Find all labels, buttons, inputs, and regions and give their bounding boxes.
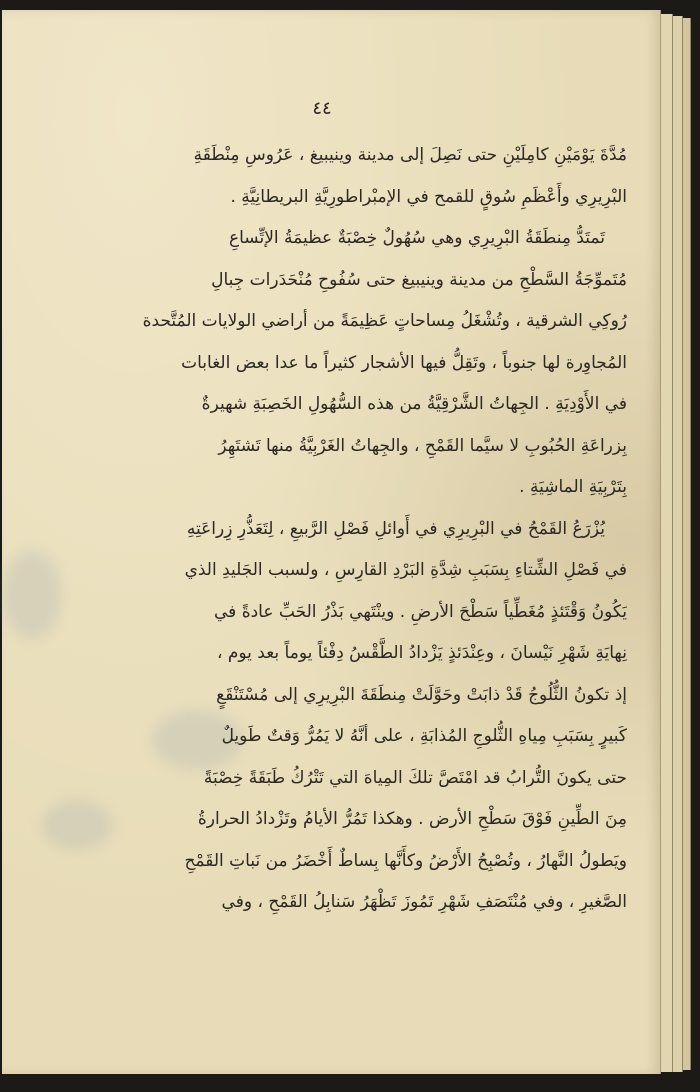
- text-line: نِهايَةِ شَهْرِ نَيْسانَ ، وعِنْدَئذٍ يَزْدادُ الطَّقْسُ دِفْئاً يوماً بعد يوم ،: [216, 643, 627, 663]
- text-line: ويَطولُ النَّهارُ ، وتُصْبِحُ الأَرْضُ وكأَنَّها بِساطٌ أَخْضَرُ من نَباتِ القَمْحِ: [184, 850, 627, 871]
- text-line: بِزراعَةِ الحُبُوبِ لا سيَّما القَمْحِ ، والجِهاتُ الغَرْبِيَّةُ منها تَشتَهِرُ: [218, 435, 627, 456]
- text-line: المُجاوِرة لها جنوباً ، وتَقِلُّ فيها الأشجار كثيراً ما عدا بعض الغابات: [181, 352, 627, 373]
- paragraph: [52, 135, 627, 218]
- book-page: [2, 10, 661, 1074]
- text-line: يُزْرَعُ القَمْحُ في البْرِيرِي في أَوائلِ فَصْلِ الرَّبيعِ ، لِتَعَذُّرِ زِراعَتِهِ: [186, 518, 605, 539]
- text-line: تَمتَدُّ مِنطَقَةُ البْرِيرِي وهي سُهُولٌ خِصْبَةٌ عظيمَةُ الإتِّساعِ: [228, 228, 605, 248]
- paragraph: [52, 218, 627, 509]
- paragraph: [52, 509, 627, 924]
- text-line: البْرِيرِي وأَعْظَمِ سُوقٍ للقمح في الإمبْراطورِيَّةِ البريطانِيَّةِ .: [230, 186, 627, 207]
- text-line: في الأَوْدِيَةِ . الجِهاتُ الشَّرْقِيَّةُ من هذه السُّهُولِ الخَصِبَةِ شهيرةٌ: [201, 394, 627, 414]
- body-text: [52, 135, 627, 924]
- text-line: مُتَموِّجَةُ السَّطْحِ من مدينة وينيبيغ حتى سُفُوحِ مُنْحَدَرات جِبالِ: [211, 269, 627, 290]
- text-line: حتى يكونَ التُّرابُ قد امْتَصَّ تلكَ المِياهَ التي تَتْرُكُ طَبَقَةً خِصْبَةً: [203, 767, 627, 788]
- text-line: رُوكِي الشرقية ، وتُشْغَلُ مِساحاتٍ عَظِيمَةً من أراضي الولايات المُتَّحدة: [142, 311, 627, 331]
- text-line: الصَّغيرِ ، وفي مُنْتَصَفِ شَهْرِ تَمُوزَ تَظْهَرُ سَنابِلُ القَمْحِ ، وفي: [221, 892, 627, 912]
- text-line: بِتَرْبِيَةِ الماشِيَةِ .: [519, 477, 627, 497]
- page-number: ٤٤: [312, 98, 332, 119]
- text-line: يَكُونُ وَقْتَئذٍ مُغَطِّياً سَطْحَ الأرضِ . وينْتَهي بَذْرُ الحَبِّ عادةً في: [214, 601, 627, 622]
- text-line: مُدَّةَ يَوْمَيْنِ كامِلَيْنِ حتى نَصِلَ إلى مدينة وينيبيغ ، عَرُوسِ مِنْطَقَةِ: [193, 145, 627, 165]
- text-line: في فَصْلِ الشِّتاءِ بِسَبَبِ شِدَّةِ البَرْدِ القارِسِ ، ولسبب الجَليدِ الذي: [184, 560, 627, 580]
- text-line: إذ تكونُ الثُّلُوجُ قَدْ ذابَتْ وحَوَّلَتْ مِنطَقَةَ البْرِيرِي إلى مُسْتَنْقَعٍ: [216, 684, 627, 705]
- text-line: مِنَ الطِّينِ فَوْقَ سَطْحِ الأرض . وهكذا تَمُرُّ الأيامُ وتَزْدادُ الحرارةُ: [197, 809, 627, 829]
- text-line: كَبيرٍ بِسَبَبِ مِياهِ الثُّلوجِ المُذابَةِ ، على أنَّهُ لا يَمُرُّ وَقتٌ طَويلٌ: [221, 726, 627, 746]
